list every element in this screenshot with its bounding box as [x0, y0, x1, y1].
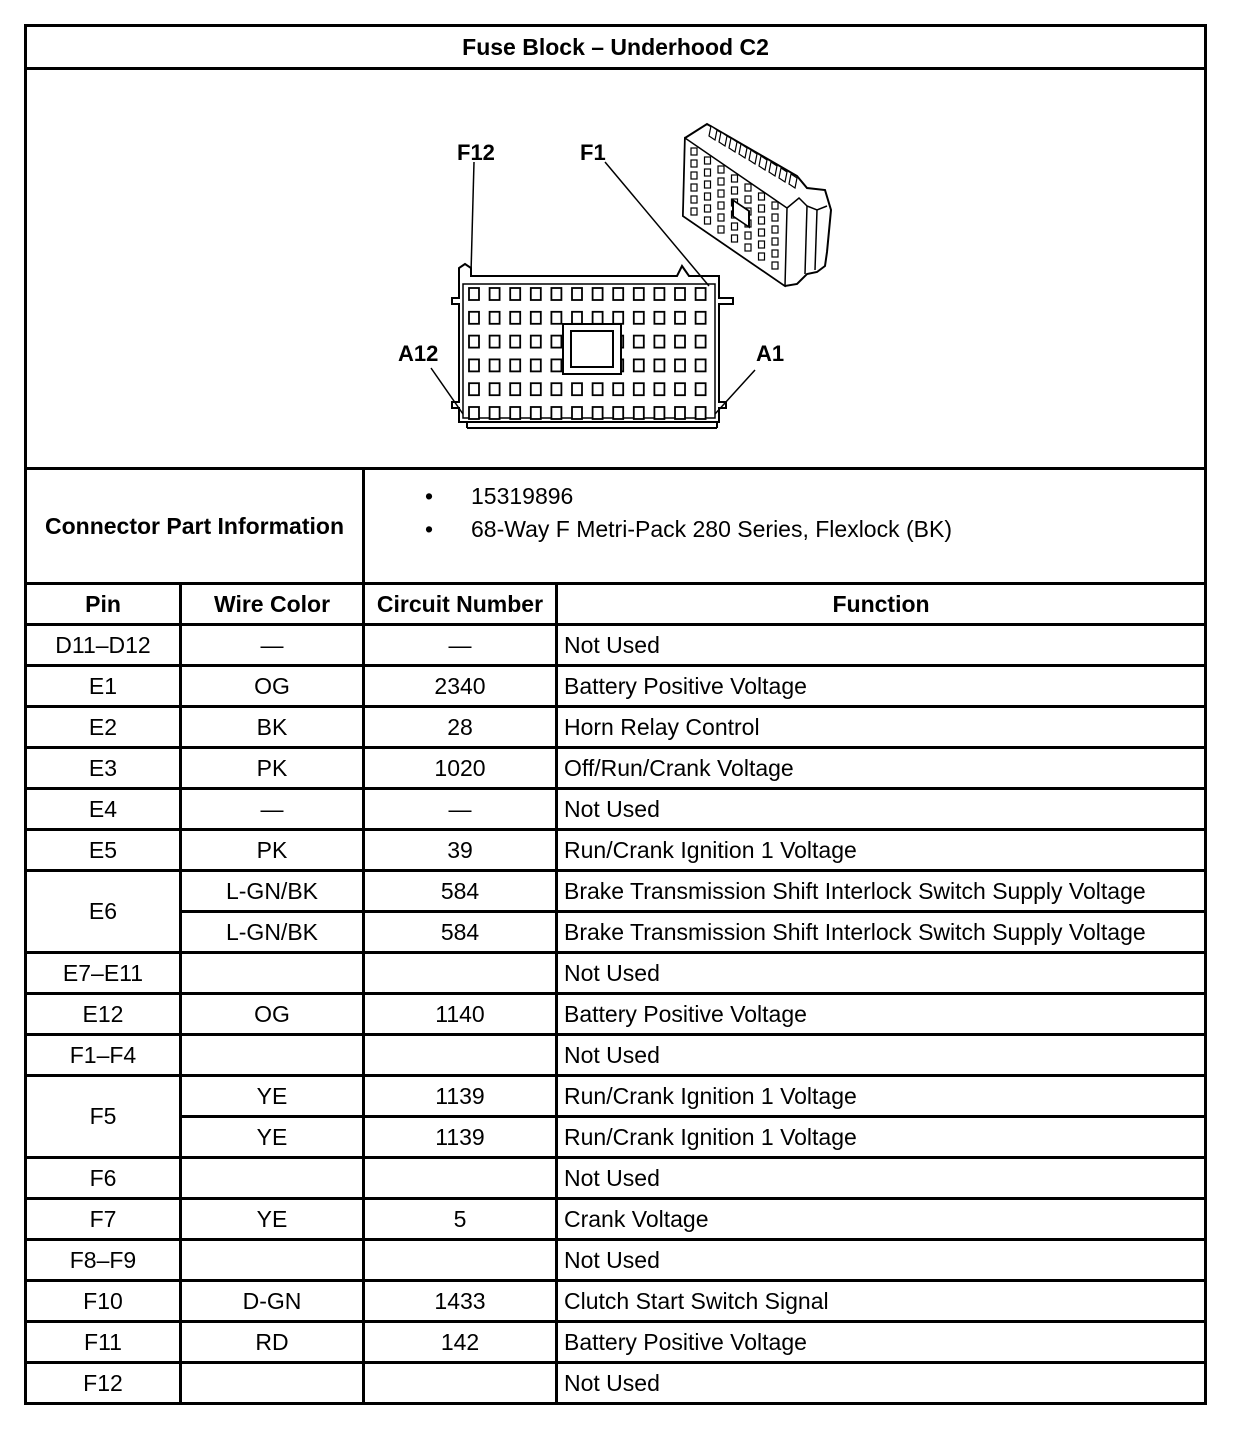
pin-cavity — [510, 312, 520, 324]
pin-cavity — [696, 383, 706, 395]
iso-pin-cavity — [759, 241, 765, 248]
function-cell: Off/Run/Crank Voltage — [557, 748, 1206, 789]
pin-cavity — [510, 359, 520, 371]
pin-cavity — [613, 288, 623, 300]
circuit-number-cell: 142 — [364, 1322, 557, 1363]
function-cell: Battery Positive Voltage — [557, 994, 1206, 1035]
iso-pin-cavity — [745, 196, 751, 203]
pin-cavity — [654, 336, 664, 348]
pin-cavity — [490, 336, 500, 348]
circuit-number-cell — [364, 1158, 557, 1199]
function-cell: Brake Transmission Shift Interlock Switch Supply Voltage — [557, 871, 1206, 912]
pin-cell: E3 — [26, 748, 181, 789]
wire-color-cell: YE — [181, 1117, 364, 1158]
pin-cell: E7–E11 — [26, 953, 181, 994]
part-info-values — [364, 469, 1206, 584]
function-cell: Horn Relay Control — [557, 707, 1206, 748]
function-cell: Not Used — [557, 1363, 1206, 1404]
pin-cavity — [551, 407, 561, 419]
part-info-item — [425, 513, 1204, 546]
iso-pin-cavity — [772, 202, 778, 209]
wire-color-cell: YE — [181, 1199, 364, 1240]
iso-pin-cavity — [772, 250, 778, 257]
label-f1: F1 — [580, 140, 606, 165]
table-row — [26, 1322, 1206, 1363]
pin-cavity — [634, 312, 644, 324]
function-cell: Brake Transmission Shift Interlock Switch Supply Voltage — [557, 912, 1206, 953]
part-info-label: Connector Part Information — [26, 469, 364, 584]
iso-pin-cavity — [705, 181, 711, 188]
table-row — [26, 625, 1206, 666]
pin-cavity — [696, 336, 706, 348]
pin-cell: F8–F9 — [26, 1240, 181, 1281]
pin-cavity — [696, 359, 706, 371]
table-row — [26, 1240, 1206, 1281]
table-row — [26, 1035, 1206, 1076]
connector-diagram-cell — [26, 69, 1206, 469]
pin-cell: F11 — [26, 1322, 181, 1363]
bullet: • — [425, 516, 434, 542]
label-a1: A1 — [756, 341, 785, 366]
part-number: 15319896 — [471, 483, 574, 509]
circuit-number-cell: 1433 — [364, 1281, 557, 1322]
function-cell: Not Used — [557, 1240, 1206, 1281]
table-row — [26, 748, 1206, 789]
wire-color-cell: — — [181, 625, 364, 666]
pin-cavity — [469, 288, 479, 300]
iso-pin-cavity — [745, 184, 751, 191]
pin-cavity — [654, 288, 664, 300]
pin-cavity — [510, 407, 520, 419]
table-row — [26, 1281, 1206, 1322]
pin-cavity — [593, 383, 603, 395]
pin-rows — [26, 625, 1206, 1404]
wire-color-cell: L-GN/BK — [181, 912, 364, 953]
header-circuit-number: Circuit Number — [364, 584, 557, 625]
circuit-number-cell: 584 — [364, 871, 557, 912]
iso-pin-cavity — [691, 184, 697, 191]
pin-cavity — [696, 312, 706, 324]
pin-cavity — [531, 383, 541, 395]
table-row — [26, 789, 1206, 830]
pin-cavity — [469, 383, 479, 395]
header-function: Function — [557, 584, 1206, 625]
iso-pin-cavity — [772, 262, 778, 269]
pin-cavity — [675, 407, 685, 419]
part-info-item — [425, 480, 1204, 513]
pin-cavity — [469, 336, 479, 348]
pin-cavity — [593, 312, 603, 324]
pin-cell: F5 — [26, 1076, 181, 1158]
pin-cavity — [490, 359, 500, 371]
wire-color-cell: PK — [181, 748, 364, 789]
wire-color-cell — [181, 1363, 364, 1404]
iso-pin-cavity — [759, 253, 765, 260]
table-row — [26, 830, 1206, 871]
circuit-number-cell: — — [364, 789, 557, 830]
pin-cavity — [551, 383, 561, 395]
header-wire-color: Wire Color — [181, 584, 364, 625]
pin-cavity — [572, 407, 582, 419]
circuit-number-cell: 584 — [364, 912, 557, 953]
pin-cell: E2 — [26, 707, 181, 748]
pin-cell: D11–D12 — [26, 625, 181, 666]
pin-cavity — [593, 407, 603, 419]
iso-pin-cavity — [718, 190, 724, 197]
wire-color-cell: YE — [181, 1076, 364, 1117]
function-cell: Not Used — [557, 1158, 1206, 1199]
header-pin: Pin — [26, 584, 181, 625]
pin-cavity — [469, 407, 479, 419]
function-cell: Battery Positive Voltage — [557, 1322, 1206, 1363]
iso-pin-cavity — [691, 208, 697, 215]
pin-cell: E1 — [26, 666, 181, 707]
pin-cavity — [675, 312, 685, 324]
circuit-number-cell: 1139 — [364, 1117, 557, 1158]
connector-table — [24, 24, 1207, 1405]
iso-pin-cavity — [705, 169, 711, 176]
pin-cavity — [531, 288, 541, 300]
pin-cavity — [490, 407, 500, 419]
function-cell: Not Used — [557, 1035, 1206, 1076]
circuit-number-cell — [364, 1240, 557, 1281]
circuit-number-cell — [364, 953, 557, 994]
iso-pin-cavity — [759, 193, 765, 200]
function-cell: Crank Voltage — [557, 1199, 1206, 1240]
pin-cavity — [634, 336, 644, 348]
connector-sheet — [24, 24, 1204, 1405]
iso-pin-cavity — [691, 148, 697, 155]
pin-cavity — [572, 312, 582, 324]
iso-pin-cavity — [732, 187, 738, 194]
iso-pin-cavity — [705, 157, 711, 164]
pin-cavity — [634, 288, 644, 300]
function-cell: Clutch Start Switch Signal — [557, 1281, 1206, 1322]
pin-cavity — [551, 312, 561, 324]
pin-cell: F10 — [26, 1281, 181, 1322]
table-row — [26, 666, 1206, 707]
iso-pin-cavity — [745, 232, 751, 239]
pin-cavity — [551, 359, 561, 371]
wire-color-cell: PK — [181, 830, 364, 871]
circuit-number-cell: 2340 — [364, 666, 557, 707]
iso-pin-cavity — [759, 217, 765, 224]
pin-cavity — [490, 383, 500, 395]
iso-pin-cavity — [745, 244, 751, 251]
part-description: 68-Way F Metri-Pack 280 Series, Flexlock (BK) — [471, 516, 952, 542]
pin-cavity — [531, 336, 541, 348]
wire-color-cell: RD — [181, 1322, 364, 1363]
label-a12: A12 — [398, 341, 439, 366]
table-row — [26, 1117, 1206, 1158]
pin-cavity — [551, 288, 561, 300]
leader-a1 — [715, 370, 755, 414]
wire-color-cell: BK — [181, 707, 364, 748]
circuit-number-cell: 28 — [364, 707, 557, 748]
wire-color-cell: L-GN/BK — [181, 871, 364, 912]
circuit-number-cell: 1139 — [364, 1076, 557, 1117]
pin-cavity — [634, 407, 644, 419]
iso-pin-cavity — [759, 229, 765, 236]
pin-cavity — [675, 336, 685, 348]
wire-color-cell: OG — [181, 994, 364, 1035]
circuit-number-cell: — — [364, 625, 557, 666]
leader-f12 — [471, 162, 474, 273]
circuit-number-cell: 1140 — [364, 994, 557, 1035]
wire-color-cell: OG — [181, 666, 364, 707]
function-cell: Run/Crank Ignition 1 Voltage — [557, 1117, 1206, 1158]
pin-cavity — [510, 288, 520, 300]
function-cell: Not Used — [557, 625, 1206, 666]
table-row — [26, 953, 1206, 994]
table-row — [26, 871, 1206, 912]
iso-pin-cavity — [691, 160, 697, 167]
latch-inner — [571, 331, 613, 367]
pin-cavity — [572, 288, 582, 300]
wire-color-cell — [181, 953, 364, 994]
iso-pin-cavity — [759, 205, 765, 212]
pin-cell: F1–F4 — [26, 1035, 181, 1076]
pin-cavity — [654, 383, 664, 395]
pin-cavity — [531, 407, 541, 419]
pin-cavity — [469, 312, 479, 324]
table-row — [26, 1076, 1206, 1117]
iso-pin-cavity — [705, 217, 711, 224]
pin-cavity — [696, 288, 706, 300]
table-row — [26, 707, 1206, 748]
function-cell: Run/Crank Ignition 1 Voltage — [557, 830, 1206, 871]
iso-pin-cavity — [705, 193, 711, 200]
pin-cavity — [593, 288, 603, 300]
pin-cavity — [572, 383, 582, 395]
pin-cell: F12 — [26, 1363, 181, 1404]
pin-cavity — [510, 383, 520, 395]
table-row — [26, 1363, 1206, 1404]
pin-cell: E5 — [26, 830, 181, 871]
circuit-number-cell: 1020 — [364, 748, 557, 789]
connector-face — [452, 264, 733, 428]
function-cell: Not Used — [557, 953, 1206, 994]
circuit-number-cell: 5 — [364, 1199, 557, 1240]
iso-pin-cavity — [718, 178, 724, 185]
pin-cell: E4 — [26, 789, 181, 830]
circuit-number-cell: 39 — [364, 830, 557, 871]
connector-diagram — [27, 70, 1201, 461]
iso-pin-cavity — [732, 235, 738, 242]
page-title: Fuse Block – Underhood C2 — [26, 26, 1206, 69]
pin-cavity — [531, 312, 541, 324]
function-cell: Not Used — [557, 789, 1206, 830]
bullet: • — [425, 483, 434, 509]
pin-cavity — [510, 336, 520, 348]
pin-cavity — [675, 288, 685, 300]
circuit-number-cell — [364, 1035, 557, 1076]
pin-cavity — [490, 288, 500, 300]
iso-pin-cavity — [772, 214, 778, 221]
table-row — [26, 1158, 1206, 1199]
pin-cavity — [634, 383, 644, 395]
label-f12: F12 — [457, 140, 495, 165]
pin-cavity — [490, 312, 500, 324]
pin-cavity — [531, 359, 541, 371]
pin-cavity — [654, 407, 664, 419]
pin-cavity — [469, 359, 479, 371]
iso-pin-cavity — [705, 205, 711, 212]
iso-connector-illustration — [683, 124, 831, 286]
pin-cavity — [675, 383, 685, 395]
iso-pin-cavity — [732, 223, 738, 230]
pin-cavity — [634, 359, 644, 371]
pin-cavity — [613, 407, 623, 419]
iso-pin-cavity — [718, 226, 724, 233]
iso-pin-cavity — [718, 166, 724, 173]
wire-color-cell: D-GN — [181, 1281, 364, 1322]
pin-cell: F6 — [26, 1158, 181, 1199]
pin-cavity — [654, 359, 664, 371]
iso-pin-cavity — [732, 175, 738, 182]
pin-cell: E12 — [26, 994, 181, 1035]
table-row — [26, 994, 1206, 1035]
iso-pin-cavity — [691, 172, 697, 179]
pin-cavity — [613, 312, 623, 324]
iso-pin-cavity — [772, 226, 778, 233]
pin-cavity — [696, 407, 706, 419]
circuit-number-cell — [364, 1363, 557, 1404]
iso-pin-cavity — [772, 238, 778, 245]
iso-pin-cavity — [718, 214, 724, 221]
pin-cavity — [551, 336, 561, 348]
pin-cell: E6 — [26, 871, 181, 953]
function-cell: Run/Crank Ignition 1 Voltage — [557, 1076, 1206, 1117]
function-cell: Battery Positive Voltage — [557, 666, 1206, 707]
table-row — [26, 1199, 1206, 1240]
wire-color-cell — [181, 1035, 364, 1076]
pin-cavity — [613, 383, 623, 395]
wire-color-cell — [181, 1240, 364, 1281]
table-row — [26, 912, 1206, 953]
wire-color-cell — [181, 1158, 364, 1199]
pin-cavity — [675, 359, 685, 371]
iso-pin-cavity — [691, 196, 697, 203]
iso-pin-cavity — [718, 202, 724, 209]
pin-cavity — [654, 312, 664, 324]
wire-color-cell: — — [181, 789, 364, 830]
pin-cell: F7 — [26, 1199, 181, 1240]
